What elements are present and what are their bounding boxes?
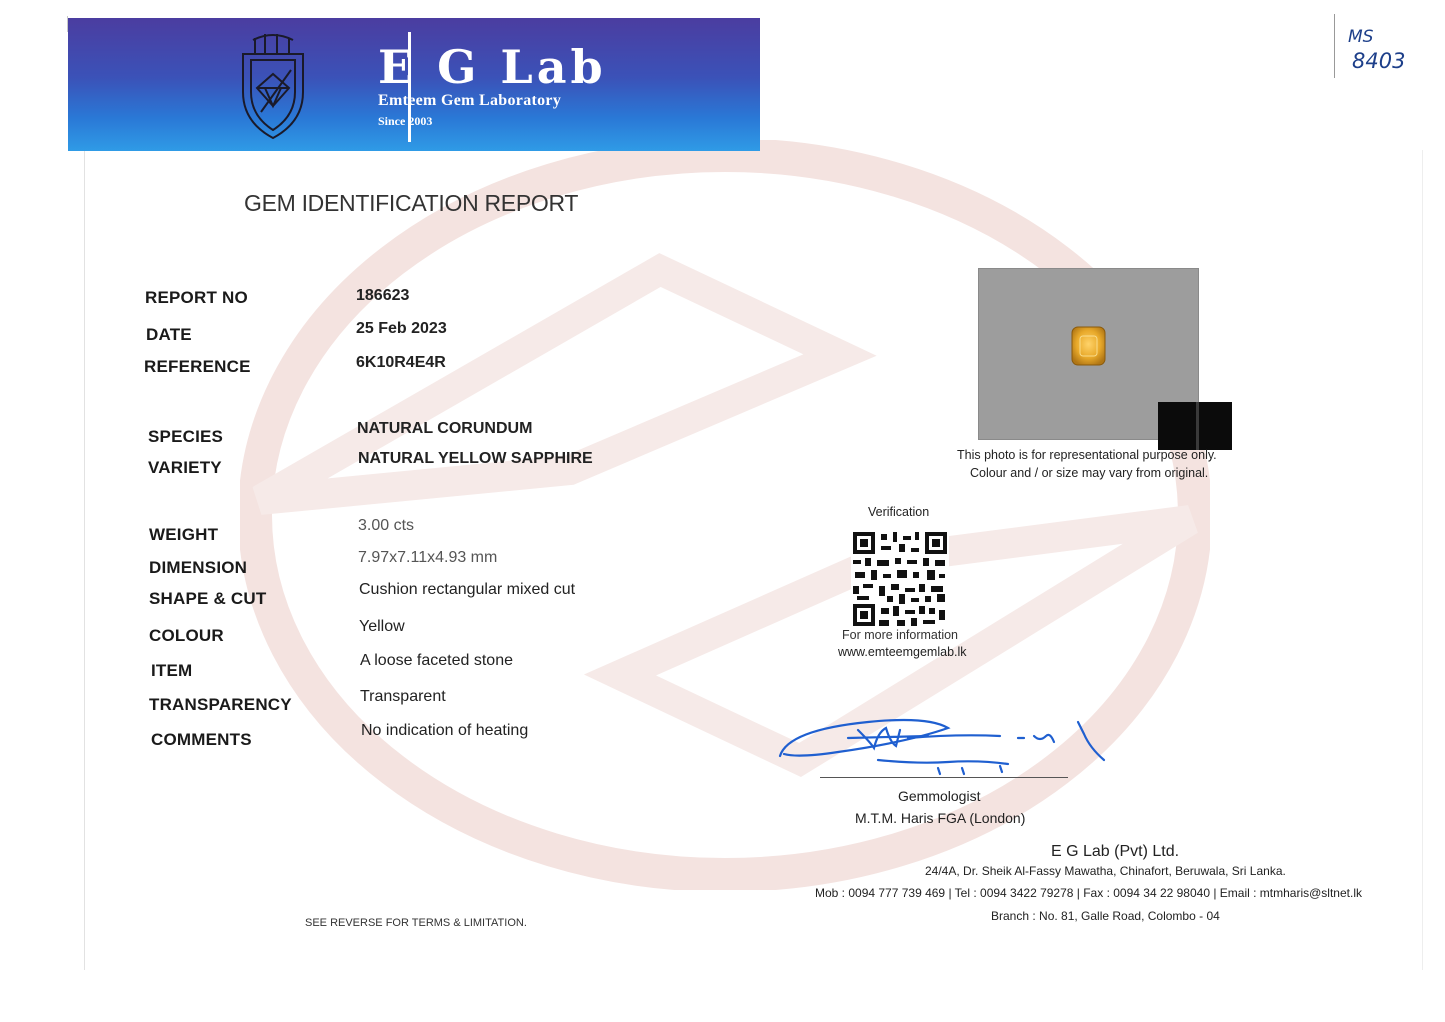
brand-subtitle: Emteem Gem Laboratory [378, 92, 562, 109]
redaction-divider [1196, 402, 1199, 450]
redaction-block [1158, 402, 1232, 450]
page-edge [84, 150, 85, 970]
brand-name: E G Lab [378, 40, 607, 94]
weight-label: WEIGHT [149, 525, 219, 544]
company-name: E G Lab (Pvt) Ltd. [1051, 843, 1180, 860]
weight-value: 3.00 cts [358, 517, 415, 534]
comments-label: COMMENTS [151, 730, 252, 749]
verification-label: Verification [868, 505, 930, 519]
handwritten-line1: MS [1348, 27, 1374, 47]
signature-line [820, 777, 1068, 778]
handwritten-note [1346, 24, 1436, 80]
photo-disclaimer-line1: This photo is for representational purpose only. [957, 448, 1217, 462]
page-edge [1422, 150, 1423, 970]
photo-disclaimer-line2: Colour and / or size may vary from original. [970, 466, 1209, 480]
report-no-label: REPORT NO [145, 288, 248, 307]
more-info-label: For more information [842, 628, 959, 642]
item-label: ITEM [151, 661, 193, 680]
dimension-label: DIMENSION [149, 558, 248, 577]
shape-cut-value: Cushion rectangular mixed cut [359, 581, 576, 598]
colour-value: Yellow [359, 618, 405, 635]
date-label: DATE [146, 325, 192, 344]
species-label: SPECIES [148, 427, 224, 446]
signatory-name: M.T.M. Haris FGA (London) [855, 810, 1026, 826]
report-no-value: 186623 [356, 287, 410, 304]
verification-qr-code[interactable] [851, 530, 949, 628]
report-header-banner [68, 18, 760, 151]
reference-label: REFERENCE [144, 357, 251, 376]
comments-value: No indication of heating [361, 722, 529, 739]
lab-crest-logo [233, 32, 313, 144]
handwritten-line2: 8403 [1352, 49, 1406, 73]
item-value: A loose faceted stone [360, 652, 513, 669]
website-link[interactable]: www.emteemgemlab.lk [838, 645, 967, 659]
company-branch: Branch : No. 81, Galle Road, Colombo - 04 [991, 909, 1220, 923]
colour-label: COLOUR [149, 626, 224, 645]
gemmologist-signature [778, 708, 1108, 778]
handwritten-margin-line [1334, 14, 1335, 78]
shape-cut-label: SHAPE & CUT [149, 589, 267, 608]
variety-label: VARIETY [148, 458, 222, 477]
species-value: NATURAL CORUNDUM [357, 420, 533, 437]
reference-value: 6K10R4E4R [356, 354, 446, 371]
brand-since: Since 2003 [378, 114, 433, 128]
variety-value: NATURAL YELLOW SAPPHIRE [358, 450, 593, 467]
company-contacts: Mob : 0094 777 739 469 | Tel : 0094 3422 79278 | Fax : 0094 34 22 98040 | Email : mtmharis@sltnet.lk [815, 886, 1362, 900]
dimension-value: 7.97x7.11x4.93 mm [358, 549, 498, 566]
company-address: 24/4A, Dr. Sheik Al-Fassy Mawatha, Chinafort, Beruwala, Sri Lanka. [925, 864, 1286, 878]
terms-note: SEE REVERSE FOR TERMS & LIMITATION. [305, 917, 527, 929]
signatory-title: Gemmologist [898, 788, 981, 804]
report-title: GEM IDENTIFICATION REPORT [244, 190, 579, 216]
transparency-value: Transparent [360, 688, 446, 705]
transparency-label: TRANSPARENCY [149, 695, 292, 714]
date-value: 25 Feb 2023 [356, 320, 447, 337]
